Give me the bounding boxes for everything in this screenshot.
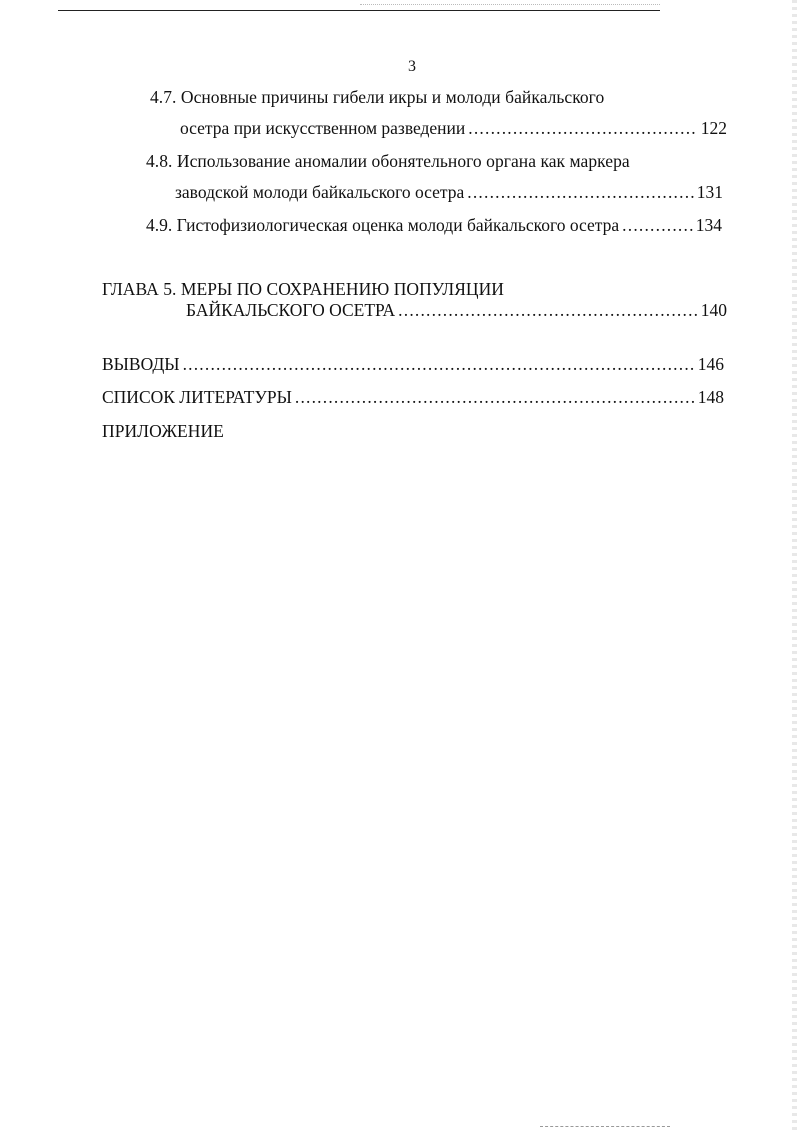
toc-conclusions [102,354,724,375]
page-number: 3 [408,58,416,75]
toc-entry-4-9-title: 4.9. Гистофизиологическая оценка молоди байкальского осетра [146,215,620,235]
toc-entry-4-7-title: осетра при искусственном разведении [180,118,466,138]
toc-references [102,387,724,408]
toc-entry-4-8-line1: 4.8. Использование аномалии обонятельного органа как маркера [146,151,630,171]
scan-artifact-line [360,4,660,5]
toc-entry-4-7-line2 [180,118,727,139]
toc-entry-4-8-line2 [175,182,723,203]
toc-entry-4-9-page: 134 [695,215,722,235]
dot-leader [622,215,693,236]
toc-references-title: СПИСОК ЛИТЕРАТУРЫ [102,387,292,407]
scan-edge [792,0,797,1134]
toc-entry-4-8-title: заводской молоди байкальского осетра [175,182,465,202]
top-rule [58,10,660,11]
dot-leader [467,182,693,203]
toc-conclusions-title: ВЫВОДЫ [102,354,180,374]
toc-conclusions-page: 146 [697,354,724,374]
toc-entry-4-8-page: 131 [696,182,723,202]
dot-leader [468,118,697,139]
toc-entry-4-7-page: 122 [700,118,727,138]
toc-entry-4-7-line1: 4.7. Основные причины гибели икры и молоди байкальского [150,87,605,107]
toc-appendix: ПРИЛОЖЕНИЕ [102,421,224,441]
toc-references-page: 148 [697,387,724,407]
scan-artifact-bottom [540,1126,670,1127]
toc-chapter-5-line1: ГЛАВА 5. МЕРЫ ПО СОХРАНЕНИЮ ПОПУЛЯЦИИ [102,279,504,299]
dot-leader [398,300,698,321]
toc-entry-4-9 [146,215,722,236]
toc-chapter-5-page: 140 [700,300,727,320]
toc-chapter-5-line2 [186,300,727,321]
dot-leader [183,354,695,375]
dot-leader [295,387,695,408]
toc-chapter-5-title: БАЙКАЛЬСКОГО ОСЕТРА [186,300,396,320]
